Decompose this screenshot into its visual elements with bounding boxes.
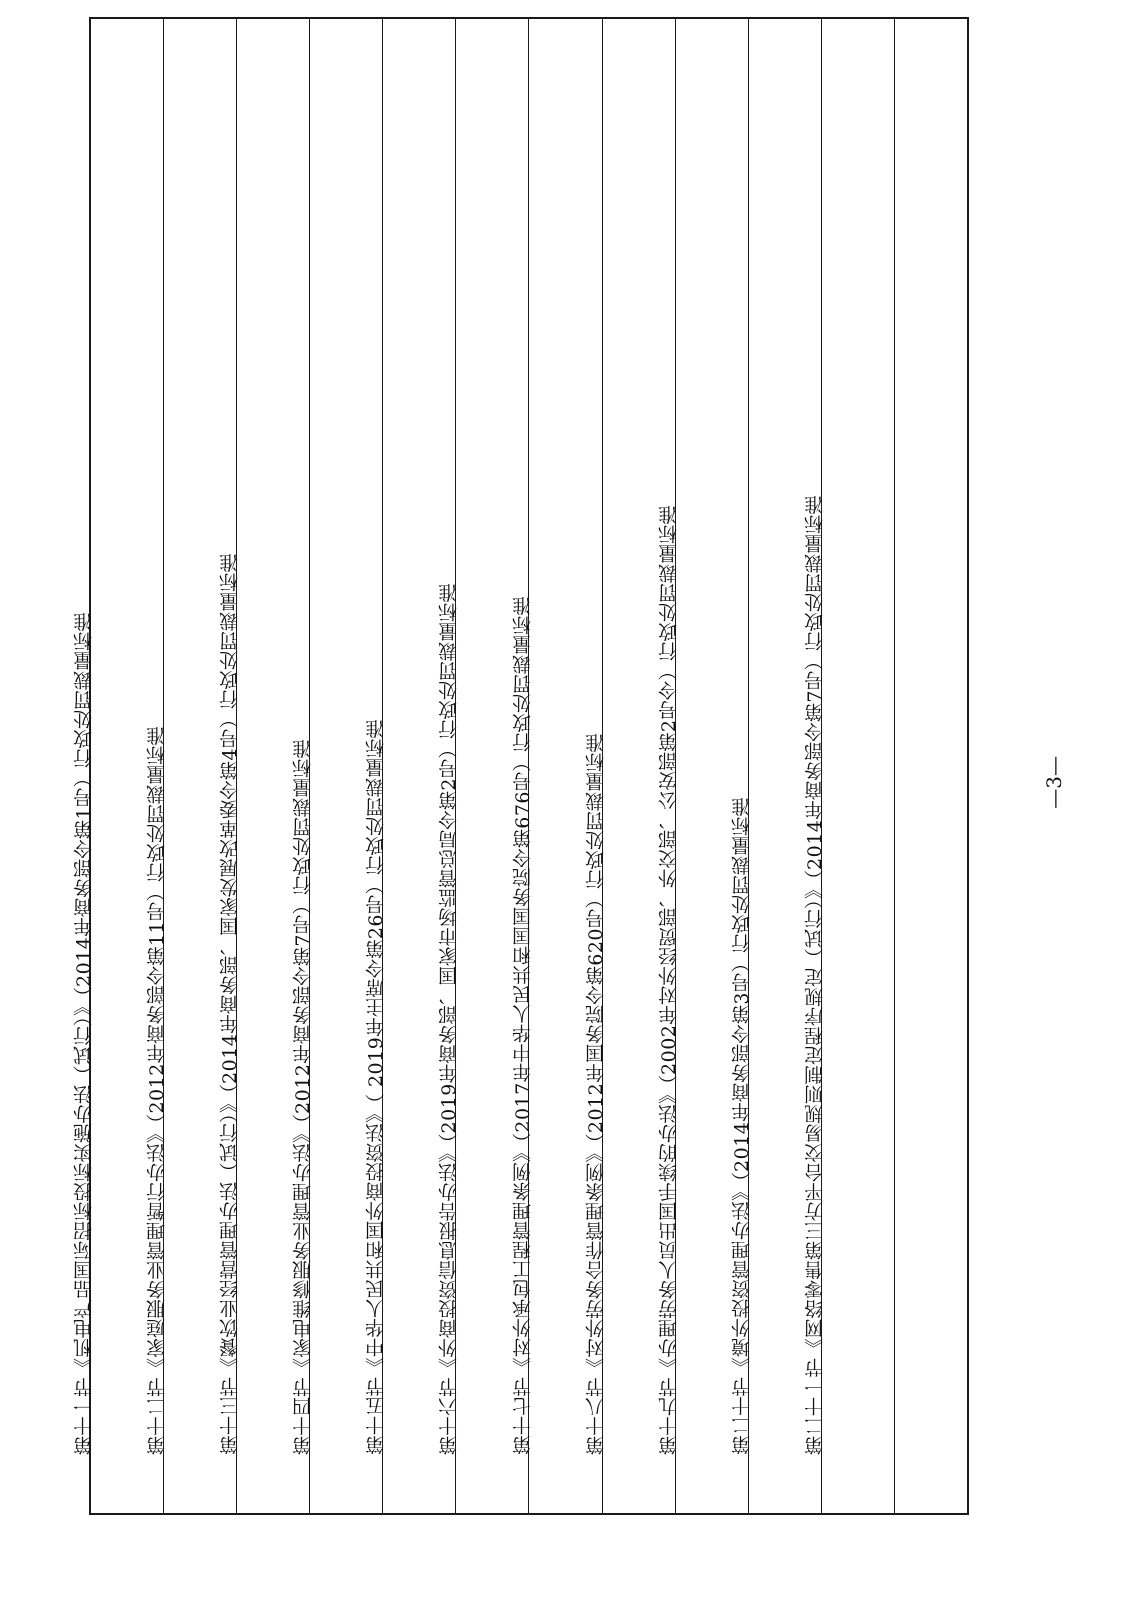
section-title: 《网络零售第三方平台交易规则制定程序规定（试行）》（2014年商务部令第7号）行政处罚裁量标准 <box>803 494 826 1358</box>
section-number: 第十五节 <box>365 1377 388 1455</box>
section-title: 《对外承包工程管理条例》（2017年中华人民共和国国务院令第676号）行政处罚裁量标准 <box>511 596 534 1377</box>
section-title: 《家庭服务业管理暂行办法》（2012年商务部令第11号）行政处罚裁量标准 <box>146 725 169 1377</box>
section-title: 《境外投资管理办法》（2014年商务部令第3号）行政处罚裁量标准 <box>730 797 753 1377</box>
section-number: 第十一节 <box>73 1377 96 1455</box>
section-number: 第十三节 <box>219 1377 242 1455</box>
table-row-empty <box>895 19 967 1513</box>
section-table <box>73 17 969 1515</box>
section-number: 第十七节 <box>511 1377 534 1455</box>
section-title: 《外商投资信息报告办法》（2019年商务部、国家市场监管总局令第2号）行政处罚裁量标准 <box>438 582 461 1377</box>
page-number: —3— <box>1042 756 1066 809</box>
table-row <box>803 19 895 1513</box>
section-number: 第十四节 <box>292 1377 315 1455</box>
section-title: 《餐饮业经营管理办法（试行）》（2014年商务部、国家发展改革委令第4号）行政处罚裁量标准 <box>219 553 242 1377</box>
section-title: 《对外劳务合作管理条例》（2012年国务院令第620号）行政处罚裁量标准 <box>584 732 607 1377</box>
section-number: 第十九节 <box>657 1377 680 1455</box>
section-number: 第十二节 <box>146 1377 169 1455</box>
section-number: 第十八节 <box>584 1377 607 1455</box>
section-number: 第二十节 <box>730 1377 753 1455</box>
section-title: 《办理劳务人员出国手续的办法》（2002年对外经贸部、外交部、公安部第2号令）行政处罚裁量标准 <box>657 504 680 1377</box>
section-title: 《机电产品国际招标投标实施办法（试行）》（2014年商务部令第1号）行政处罚裁量标准 <box>73 611 96 1377</box>
section-title: 《家电维修服务业管理办法》（2012年商务部令第7号）行政处罚裁量标准 <box>292 738 315 1377</box>
section-title: 《中华人民共和国外商投资法》（ 2019年主席令第26号）行政处罚裁量标准 <box>365 719 388 1377</box>
section-number: 第十六节 <box>438 1377 461 1455</box>
section-number: 第二十一节 <box>803 1357 826 1455</box>
